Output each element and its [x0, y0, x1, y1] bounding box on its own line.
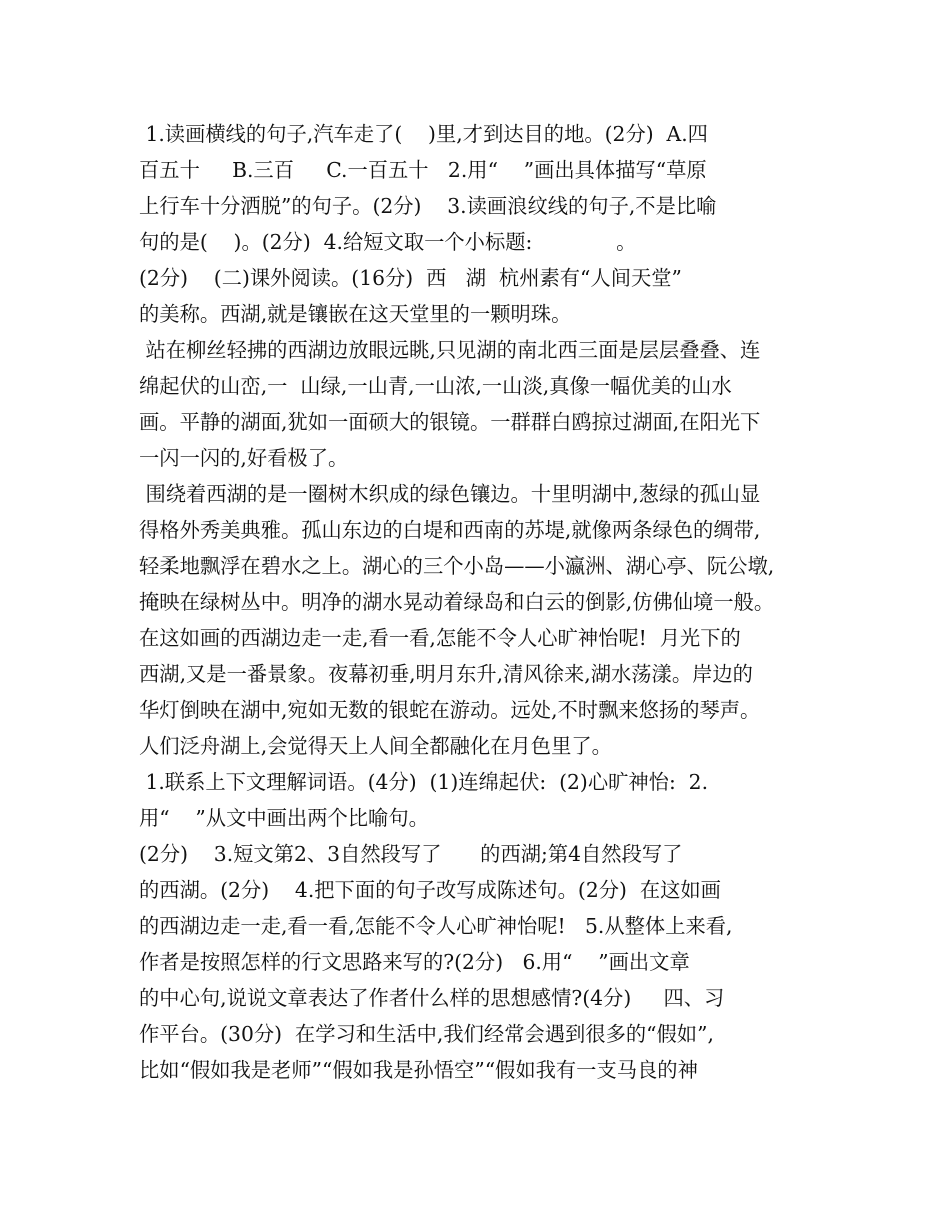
- text-line: 作平台。(30分) 在学习和生活中,我们经常会遇到很多的“假如”,: [139, 1022, 714, 1046]
- text-line: (2分) (二)课外阅读。(16分) 西 湖 杭州素有“人间天堂”: [139, 266, 682, 290]
- text-line: 上行车十分洒脱”的句子。(2分) 3.读画浪纹线的句子,不是比喻: [139, 194, 717, 218]
- text-line: 百五十 B.三百 C.一百五十 2.用“ ”画出具体描写“草原: [139, 158, 707, 182]
- text-line: 人们泛舟湖上,会觉得天上人间全都融化在月色里了。: [139, 734, 612, 758]
- text-line: 用“ ”从文中画出两个比喻句。: [139, 806, 429, 830]
- text-line: 绵起伏的山峦,一 山绿,一山青,一山浓,一山淡,真像一幅优美的山水: [139, 374, 732, 398]
- text-line: 华灯倒映在湖中,宛如无数的银蛇在游动。远处,不时飘来悠扬的琴声。: [139, 698, 761, 722]
- text-line: 的西湖边走一走,看一看,怎能不令人心旷神怡呢! 5.从整体上来看,: [139, 914, 733, 938]
- text-line: 西湖,又是一番景象。夜幕初垂,明月东升,清风徐来,湖水荡漾。岸边的: [139, 662, 753, 686]
- text-line: 得格外秀美典雅。孤山东边的白堤和西南的苏堤,就像两条绿色的绸带,: [139, 518, 761, 542]
- text-line: 一闪一闪的,好看极了。: [139, 446, 349, 470]
- text-line: 句的是( )。(2分) 4.给短文取一个小标题: 。: [139, 230, 637, 254]
- text-line: 站在柳丝轻拂的西湖边放眼远眺,只见湖的南北西三面是层层叠叠、连: [139, 338, 761, 362]
- text-line: 的中心句,说说文章表达了作者什么样的思想感情?(4分) 四、习: [139, 986, 725, 1010]
- text-line: 画。平静的湖面,犹如一面硕大的银镜。一群群白鸥掠过湖面,在阳光下: [139, 410, 761, 434]
- text-line: 1.读画横线的句子,汽车走了( )里,才到达目的地。(2分) A.四: [139, 122, 708, 146]
- text-line: 在这如画的西湖边走一走,看一看,怎能不令人心旷神怡呢! 月光下的: [139, 626, 741, 650]
- text-line: 掩映在绿树丛中。明净的湖水晃动着绿岛和白云的倒影,仿佛仙境一般。: [139, 590, 775, 614]
- text-line: 比如“假如我是老师”“假如我是孙悟空”“假如我有一支马良的神: [139, 1058, 698, 1082]
- text-line: 的西湖。(2分) 4.把下面的句子改写成陈述句。(2分) 在这如画: [139, 878, 721, 902]
- text-line: (2分) 3.短文第2、3自然段写了 的西湖;第4自然段写了: [139, 842, 683, 866]
- text-line: 轻柔地飘浮在碧水之上。湖心的三个小岛——小瀛洲、湖心亭、阮公墩,: [139, 554, 775, 578]
- text-line: 的美称。西湖,就是镶嵌在这天堂里的一颗明珠。: [139, 302, 572, 326]
- text-line: 作者是按照怎样的行文思路来写的?(2分) 6.用“ ”画出文章: [139, 950, 690, 974]
- text-line: 围绕着西湖的是一圈树木织成的绿色镶边。十里明湖中,葱绿的孤山显: [139, 482, 761, 506]
- document-page: [139, 116, 821, 1088]
- text-line: 1.联系上下文理解词语。(4分) (1)连绵起伏: (2)心旷神怡: 2.: [139, 770, 709, 794]
